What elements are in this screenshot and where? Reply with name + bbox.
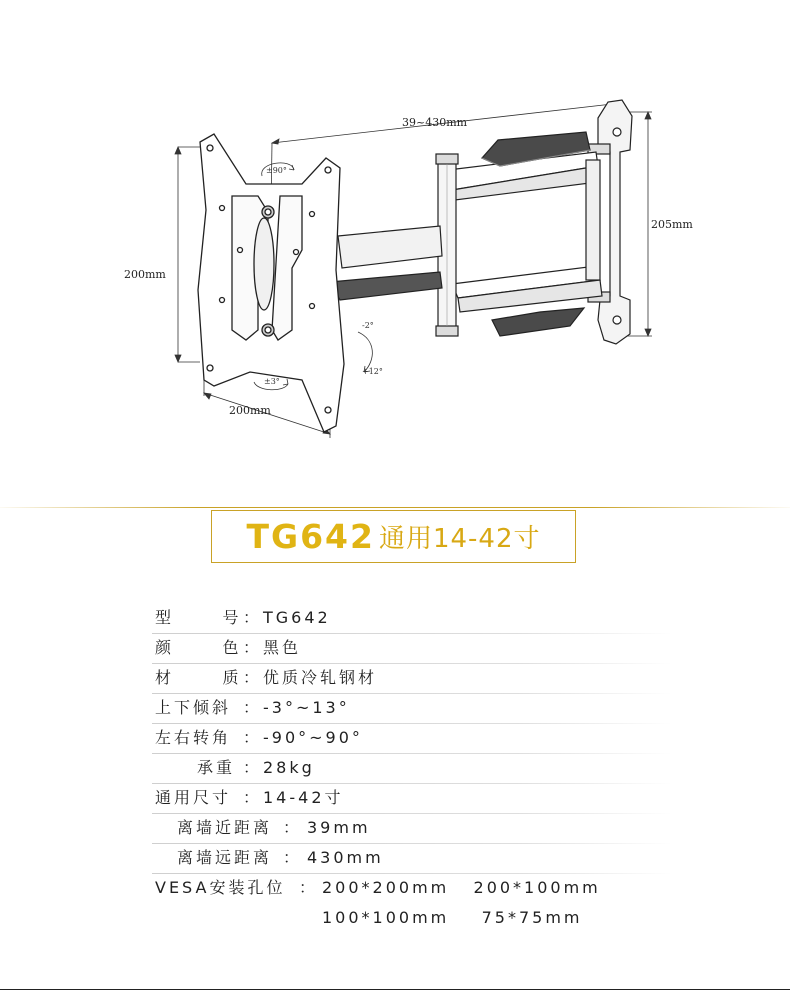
spec-colon: ：: [283, 848, 303, 867]
spec-value-line2: 100*100mm 75*75mm: [322, 908, 583, 927]
spec-label: 上下倾斜: [155, 698, 232, 717]
spec-colon: ：: [243, 788, 263, 807]
spec-colon: ：: [243, 728, 263, 747]
spec-label: 颜 色: [155, 638, 242, 657]
swing-arm: [330, 132, 602, 336]
spec-value: 39mm: [307, 818, 371, 837]
spec-row-material: [152, 664, 672, 694]
spec-label: 材 质: [155, 668, 242, 687]
title-model: TG642: [246, 517, 375, 556]
spec-colon: ：: [243, 698, 263, 717]
spec-row-model: [152, 604, 672, 634]
spec-colon: ：: [243, 638, 263, 657]
spec-value: 430mm: [307, 848, 384, 867]
spec-row-color: [152, 634, 672, 664]
spec-colon: ：: [243, 608, 263, 627]
spec-colon: ：: [243, 758, 263, 777]
dim-right-label: 205mm: [651, 218, 693, 231]
title-subtitle: 通用14-42寸: [378, 524, 541, 554]
spec-label: VESA安装孔位: [155, 878, 286, 897]
spec-value: 200*200mm 200*100mm: [322, 878, 601, 897]
spec-row-min-distance: [152, 814, 672, 844]
spec-value: 14-42寸: [263, 788, 344, 807]
rotation-plate-label: ±90°: [266, 166, 287, 175]
spec-value: -3°~13°: [263, 698, 350, 717]
spec-colon: ：: [243, 668, 263, 687]
spec-row-vesa: [152, 874, 672, 932]
title-box: [211, 510, 576, 563]
spec-row-size: [152, 784, 672, 814]
spec-value: TG642: [263, 608, 331, 627]
dim-top-label: 39~430mm: [402, 116, 468, 129]
spec-label: 承重: [197, 758, 236, 777]
dim-bottom-label: 200mm: [229, 404, 271, 417]
spec-label: 左右转角: [155, 728, 232, 747]
dim-left-label: 200mm: [124, 268, 166, 281]
vesa-plate: [198, 134, 344, 432]
spec-colon: ：: [299, 878, 319, 897]
spec-label: 离墙近距离: [177, 818, 273, 837]
tilt-up-label: -2°: [362, 321, 374, 330]
rotation-bottom-label: ±3°: [264, 377, 280, 386]
spec-row-max-distance: [152, 844, 672, 874]
spec-value: 优质冷轧钢材: [263, 668, 378, 687]
spec-value: 28kg: [263, 758, 315, 777]
spec-label: 型 号: [155, 608, 242, 627]
spec-row-load: [152, 754, 672, 784]
spec-row-tilt: [152, 694, 672, 724]
dimension-left: [175, 147, 200, 362]
tilt-down-label: +12°: [362, 367, 383, 376]
spec-value: -90°~90°: [263, 728, 363, 747]
spec-label: 离墙远距离: [177, 848, 273, 867]
section-divider: [0, 507, 790, 508]
spec-label: 通用尺寸: [155, 788, 232, 807]
bottom-border: [0, 989, 790, 990]
spec-value: 黑色: [263, 638, 302, 657]
spec-row-swivel: [152, 724, 672, 754]
spec-colon: ：: [283, 818, 303, 837]
